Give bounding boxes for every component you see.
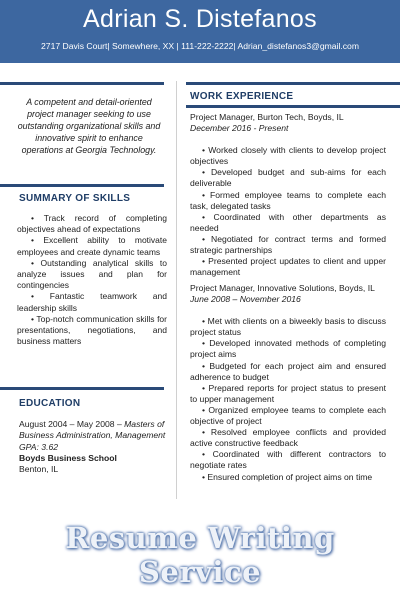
job-dates: December 2016 - Present [190, 123, 289, 134]
job-bullets [190, 316, 386, 482]
job-bullet: • Budgeted for each project aim and ensured adherence to budget [190, 360, 386, 382]
job-bullet: • Developed innovated methods of completing project aims [190, 338, 386, 360]
job-bullet: • Coordinated with other departments as needed [190, 211, 386, 233]
job-bullet: • Organized employee teams to complete each objective of project [190, 404, 386, 427]
experience-underline-rule [186, 105, 400, 108]
header-banner [0, 0, 400, 63]
job-bullets [190, 145, 386, 278]
education-entry [19, 419, 169, 475]
skills-list [17, 213, 167, 347]
job-entry [190, 283, 386, 483]
experience-top-rule [186, 82, 400, 85]
education-rule [0, 387, 164, 390]
watermark-text: Resume Writing Service [65, 521, 335, 589]
job-bullet: • Developed budget and sub-aims for each deliverable [190, 167, 386, 189]
job-title-line [190, 112, 386, 123]
job-dates: June 2008 – November 2016 [190, 294, 301, 305]
skill-item: • Fantastic teamwork and leadership skills [17, 291, 167, 313]
skills-rule [0, 184, 164, 187]
skill-item: • Track record of completing objectives ahead of expectations [17, 213, 167, 235]
education-location: Benton, IL [19, 464, 59, 475]
skills-heading: SUMMARY OF SKILLS [19, 193, 131, 204]
education-dates: August 2004 – May 2008 – [19, 419, 122, 429]
education-heading: EDUCATION [19, 398, 81, 409]
job-bullet: • Coordinated with different contractors to negotiate rates [190, 449, 386, 471]
objective-top-rule [0, 82, 164, 85]
job-bullet: • Resolved employee conflicts and provided active constructive feedback [190, 427, 386, 449]
job-entry [190, 112, 386, 278]
job-bullet: • Met with clients on a biweekly basis to discuss project status [190, 316, 386, 338]
job-bullet: • Presented project updates to client and upper management [190, 256, 386, 278]
education-gpa: GPA: 3.62 [19, 441, 59, 452]
education-school: Boyds Business School [19, 452, 117, 463]
contact-info: 2717 Davis Court| Somewhere, XX | 111-222-2222| Adrian_distefanos3@gmail.com [41, 41, 359, 51]
job-bullet: • Prepared reports for project status to present to upper management [190, 382, 386, 404]
job-role: Project Manager [190, 283, 253, 293]
job-company: , Burton Tech, Boyds, IL [252, 112, 344, 122]
experience-heading: WORK EXPERIENCE [190, 91, 294, 102]
skill-item: • Outstanding analytical skills to analyze issues and plan for contingencies [17, 257, 167, 291]
job-title-line [190, 283, 386, 305]
job-role: Project Manager [190, 112, 253, 122]
objective-statement: A competent and detail-oriented project manager seeking to use outstanding organizational skills and innovative spirit to enhance operations at Georgia Technology. [17, 97, 161, 155]
skill-item: • Top-notch communication skills for presentations, negotiations, and business matters [17, 313, 167, 347]
education-degree: Masters of Business Administration, Management [19, 419, 166, 441]
skill-item: • Excellent ability to motivate employees and create dynamic teams [17, 235, 167, 257]
job-company: , Innovative Solutions, Boyds, IL [252, 283, 375, 293]
column-divider [176, 81, 177, 499]
job-bullet: • Formed employee teams to complete each task, delegated tasks [190, 189, 386, 211]
job-bullet: • Worked closely with clients to develop project objectives [190, 145, 386, 167]
job-bullet: • Negotiated for contract terms and formed strategic partnerships [190, 233, 386, 256]
candidate-name: Adrian S. Distefanos [83, 5, 317, 33]
job-bullet: • Ensured completion of project aims on time [202, 471, 373, 482]
